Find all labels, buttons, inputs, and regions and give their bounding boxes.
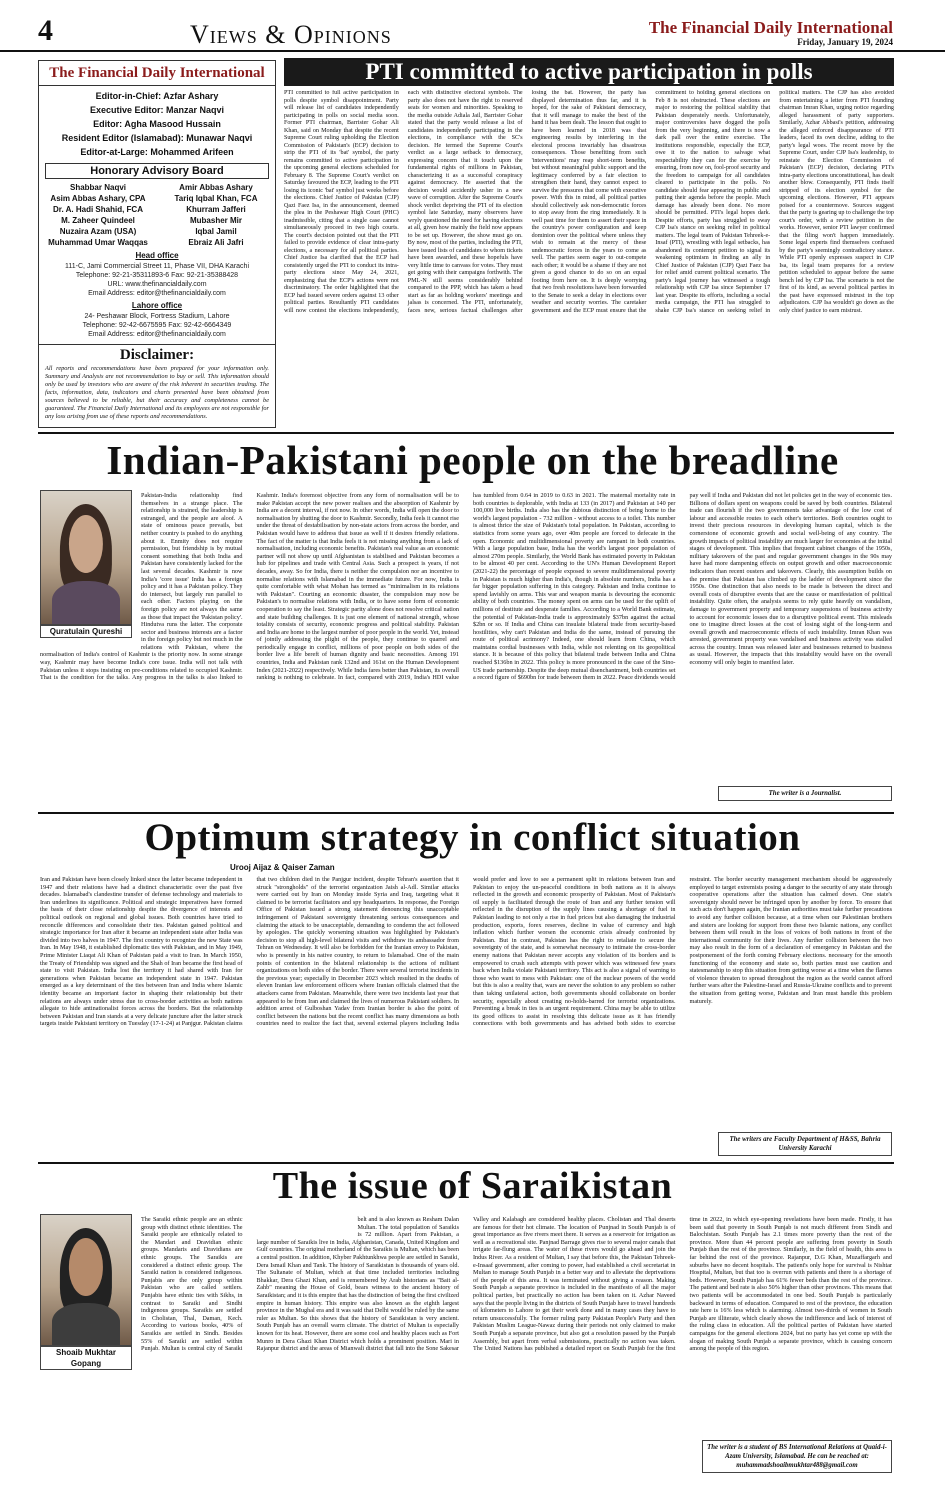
staff-box-title: The Financial Daily International — [39, 61, 275, 86]
head-office-address — [39, 262, 275, 298]
address-line: Email Address: editor@thefinancialdaily.com — [88, 331, 226, 338]
staff-box — [38, 60, 276, 428]
divider — [38, 812, 894, 814]
advisor-name: Iqbal Jamil — [195, 227, 237, 236]
author-caption: Quratulain Qureshi — [40, 625, 132, 638]
advisor-name: Shabbar Naqvi — [69, 183, 126, 192]
address-line: URL: www.thefinancialdaily.com — [107, 281, 207, 288]
address-line: Email Address: editor@thefinancialdaily.com — [88, 290, 226, 297]
article-byline: Urooj Aijaz & Qaiser Zaman — [230, 863, 335, 872]
address-line: 111-C, Jami Commercial Street 11, Phase VII, DHA Karachi — [64, 263, 249, 270]
address-line: 24- Peshawar Block, Fortress Stadium, Lahore — [84, 313, 230, 320]
staff-line: Resident Editor (Islamabad): Munawar Naqvi — [61, 133, 253, 143]
advisory-board-title: Honorary Advisory Board — [45, 163, 269, 179]
head-office-label: Head office — [135, 251, 179, 260]
staff-line: Editor-at-Large: Mohammed Arifeen — [80, 147, 234, 157]
article-headline: The issue of Saraikistan — [272, 1165, 673, 1207]
page-number: 4 — [38, 14, 53, 47]
editorial-headline: PTI committed to active participation in polls — [284, 58, 894, 86]
advisory-column-right — [157, 182, 275, 248]
advisor-name: Muhammad Umar Waqqas — [48, 238, 148, 247]
address-line: Telephone: 92-21-35311893-6 Fax: 92-21-35388428 — [75, 272, 239, 279]
lahore-office-address — [39, 312, 275, 339]
issue-date: Friday, January 19, 2024 — [797, 37, 893, 47]
article-text: Pakistan-India relationship find themselves in a strange place. The relationship is strained, the leadership is estranged, and the people are aloof. A state of ominous peace prevails, but neither country is pushed to do anything about it. Enmity does not require permission, but friendship is by mutual consent something that both India and Pakistan have consistently lacked for the last several decades. Kashmir is now India's 'core issue' India has a foreign policy and it has a Pakistan policy. They do intersect, but largely run parallel to each other. Factors playing on the foreign policy are not always the same as those that impact the 'Pakistan policy'. Hindutva runs the latter. The corporate sector and business interests are a factor in the foreign policy but not much in the relations with Pakistan, where the normalisation of India's control of Kashmir is the priority now. In some strange way, Kashmir may have become India's core issue. India will not talk with Pakistan unless it stops insisting on pre-conditions related to occupied Kashmir. That is the condition for the talks. Any progress in the talks is also linked to Kashmir. India's foremost objective from any form of normalisation will be to make Pakistan accept the new power realises and the absorption of Kashmir by India are a decent interval, if not now. In other words, India will open the door to normalisation by shutting the door to Kashmir. Secondly, India feels it cannot rise under the threat of destabilisation by non-state actors from across the border, and Pakistan would have to address that issue as well if it desires friendly relations. The fact of the matter is that India feels it is not missing anything from a lack of normalisation, including economic benefits. Pakistan's real value as an economic partner will not show up until Afghanistan is stabilised and Pakistan becomes a hub for pipelines and trade with Central Asia. Such a prospect is years, if not decades, away. So for India, there is neither the compulsion nor an incentive to normalise relations with Islamabad in the immediate future. For now, India is quite comfortable with what Mohan has termed as "minimalism in its relations with Pakistan". Courting an economic disaster, the compulsion may now be Pakistan's to normalise relations with India, or to have some form of economic cooperation to say the least. Strategic parity alone does not resolve critical nation and state building challenges. It is just one element of national strength, whose totality consists of security, economic progress and political stability. Pakistan and India are home to the largest number of poor people in the world. Yet, instead of jointly addressing the plight of the people, they continue to quarrel and periodically engage in conflict, millions of poor people on both sides of the border live a life bereft of human dignity and basic necessities. Among 191 countries, India and Pakistan rank 132nd and 161st on the Human Development Index (2021-2022) respectively. While India fares better than Pakistan, its overall ranking is nothing to celebrate. In fact, compared with 2019, India's HDI value has tumbled from 0.64 in 2019 to 0.63 in 2021. The maternal mortality rate in both countries is deplorable, with India at 133 (in 2017) and Pakistan at 140 per 100,000 live births. India also has the dubious distinction of being home to the world's largest population - 732 million - without access to a toilet. This number is almost thrice the size of Pakistan's total population. In Pakistan, according to statistics from some years ago, over 40m people are forced to defecate in the open. Economic and multidimensional poverty are rampant in both countries. With a large population base, India has the world's largest poor population of almost 270m people. Similarly, the World Bank has estimated poverty in Pakistan to be almost 40 per cent. According to the UN's Human Development Report (2021-22) the percentage of people exposed to severe multidimensional poverty in Pakistan is much higher than India's, though in absolute numbers, India has a far bigger population suffering in this category. Pakistan and India continue to spend lavishly on arms. This war and weapon mania is devouring the economic ability of both countries. The money spent on arms can be used for the uplift of millions of destitute and desperate families. According to a World Bank estimate, the potential of Pakistan-India trade is approximately $37bn against the actual $2bn or so. If India and China can insulate bilateral trade from security-based hostilities, why can't Pakistan and India do the same, instead of pursuing the route of political acrimony? Indeed, one should learn from China, which maintains cordial businesses with India, while not relenting on its geopolitical stance. It is because of this policy that bilateral trade between India and China reached $136bn in 2022. This policy is more pronounced in the case of the Sino-US trade partnership. Despite the deep mutual disenchantment, both countries set a record figure of $690bn for trade between them in 2022. Peace dividends would pay well if India and Pakistan did not let policies get in the way of economic ties. Billions of dollars spent on weapons could be saved by both countries. Bilateral trade can flourish if the two governments take advantage of the low cost of labour and accessible routes to each other's territories. Both countries ought to invest their precious resources in developing human capital, which is the cornerstone of economic growth and social well-being of any country. The growth impacts of political instability are much larger for economies at the initial stages of development. This implies that frequent cabinet changes of the 1950s, military takeovers of the past and regular government changes in the 90s may have had more dampening effects on output growth and other macroeconomic indicators than recent ousters and takeovers. Clearly, this assumption builds on the premise that Pakistan has climbed up the ladder of development since the 1950s. One distinction that also needs to be made is between the direct and overall costs of disruptive events that are the cause or manifestation of political instability. Quite often, the analysis seems to rely quite heavily on vandalism, damage to government property and temporary suspensions of business activity to account for economic losses due to a disruptive political event. This misleads one to imagine direct losses at the cost of losing sight of the long-term and overall growth and macroeconomic effects of such instability. Imran Khan was arrested, government property was vandalised and business activity was stalled across the country. Imran was released later and businesses returned to business as usual. However, the impacts that this instability would have on the overall economy will only begin to manifest later. — [40, 492, 892, 682]
article-body — [40, 1216, 892, 1478]
advisor-name: Asim Abbas Ashary, CPA — [50, 194, 146, 203]
author-note: The writer is a student of BS International Relations at Quaid-i-Azam University, Islamabad. He can be reached at: muhammadshoaibmukhtar488@gmail.com — [702, 1440, 892, 1473]
lahore-office-label: Lahore office — [131, 301, 183, 310]
article-headline: Indian-Pakistani people on the breadline — [106, 437, 839, 483]
article-text: The Saraiki ethnic people are an ethnic group with distinct ethnic identities. The Saraiki people are ethnically related to the Mandari and Dravidian ethnic groups. Mandaris and Dravidians are ethnic groups. The Saraikis are considered a distinct ethnic group. The Saraiki nation is considered indigenous. Punjabis are the only group within Pakistan who are called settlers. Punjabis have ethnic ties with Sikhs, in contrast to Saraiki and Sindhi indigenous groups. Saraikis are settled in Cholistan, Thal, Daman, Kech. According to various books, 40% of Saraikis are settled in Sindh. Besides 55% of Saraiki are settled within Punjab. Multan is central city of Saraiki belt and is also known as Resham Dalan Multan. The total population of Saraikis is 72 million. Apart from Pakistan, a large number of Saraikis live in India, Afghanistan, Canada, United Kingdom and Gulf countries. The original motherland of the Saraikis is Multan, which has been a central position. In addition, Khyber Pakhtunkhwa people are settled in Saraiki, Dera Ismail Khan and Tank. The history of Saraikistan is thousands of years old. The Sultanate of Multan, which at that time included territories including Bhakkar, Dera Ghazi Khan, and is remembered by Arab historians as "Bait al-Zahb" meaning the House of Gold, bears witness to the ancient history of Saraikistan; and it is this empire that has the distinction of being the first civilized empire in human history. This empire was also known as the eighth largest province in the Mughal era and it was said that Delhi would be ruled by the same ruler as Multan. So this shows that the history of Saraikistan is very ancient. South Punjab has an overall warm climate. The district of Multan is especially known for its heat. However, there are some cool and healthy places such as Fort Munro in Dera Ghazi Khan District which holds a prominent position. Mari in Rajanpur district and the areas of Mianwali district that fall into the Sone Sakesar Valley and Kalabagh are considered healthy places. Cholistan and Thal deserts are famous for their hot climate. The location of Punjnad in South Punjab is of great importance as five rivers meet there. It serves as a reservoir for irrigation as well as a recreational site. Panjnad Barrage gives rise to several major canals that irrigate far-flung areas. The water of these rivers would go ahead and join the Indus River. As a resident of Multan, I say that before this, the Pakistan Tehreek-e-Insaaf government, after coming to power, had established a civil secretariat in Multan to manage South Punjab in a better way and to alleviate the deprivations of the people of this area. It was terminated without giving a reason. Making South Punjab a separate province is included in the manifesto of all the major political parties, but practically no action has been taken on it. Azhar Naveed says that the people living in the districts of South Punjab have to travel hundreds of kilometers to Lahore to get their work done and in many cases they have to return unsuccessfully. The former ruling party Pakistan People's Party and then Pakistan Muslim League-Nawaz during their periods not only claimed to make South Punjab a separate province, but also got a resolution passed by the Punjab Assembly, but apart from verbal submissions, practically no action was taken. The United Nations has published a detailed report on South Punjab for the first time in 2022, in which eye-opening revelations have been made. Firstly, it has been said that poverty in South Punjab is not much different from Sindh and Balochistan. South Punjab has 2.1 times more poverty than the rest of the province. More than 44 percent people are suffering from poverty in South Punjab than the rest of the province. Similarly, in the field of health, this area is far behind the rest of the province. Rajanpur, D.G Khan, Muzaffargarh and suburbs have no decent hospitals. The patient's only hope for survival is Nishtar Hospital, Multan, but that too is overrun with patients and there is a shortage of beds. However, South Punjab has 61% fewer beds than the rest of the province. The patient and bed rate is also 50% higher than other provinces. This means that two patients will be accommodated in one bed. South Punjab is particularly backward in terms of education. Compared to rest of the province, the education rate here is 16% less which is alarming. Almost two-thirds of women in South Punjab are illiterate, which clearly shows the indifference and lack of interest of the ruling class in education. All the political parties of Pakistan have started campaigns for the general elections 2024, but no party has yet come up with the slogan of making South Punjab a separate province, which is causing concern among the people of this region. — [141, 1216, 892, 1353]
advisor-name: M. Zaheer Quindeel — [61, 216, 135, 225]
page-header — [0, 0, 945, 52]
staff-line: Executive Editor: Manzar Naqvi — [89, 105, 225, 115]
advisor-name: Ebraiz Ali Jafri — [188, 238, 244, 247]
staff-line: Editor: Agha Masood Hussain — [93, 119, 221, 129]
article-body: Iran and Pakistan have been closely linked since the latter became independent in 1947 and their relations have had a distinct characteristic over the past five decades. Islamabad's clandestine transfer of defense technology and materials to Iran underlines its significance. Political and strategic imperatives have formed the basis of their close relationship despite the divergence of interests and political outlook on regional and global issues. Both countries have tried to reconcile differences and consolidate their ties. Pakistan gained political and strategic importance for Iran after it became an independent state after India was divided into two halves in 1947. The first country to recognize the new State was Iran. In May 1948, it established diplomatic ties with Pakistan, and in May 1949, Prime Minister Liaqat Ali Khan of Pakistan paid a visit to Iran. In March 1950, the Treaty of Friendship was signed and the Shah of Iran became the first head of state to visit Pakistan. India lost the territory it had shared with Iran for generations when Pakistan became an independent state in 1947. Pakistan emerged as a key determinant of the ties between Iran and India where Islamic identity became an important factor in shaping their relationship but their relations are always under stress due to cross-border activities as both nations allegate to hide antinationalist forces across the borders. But the relationship between Pakistan and Iran stands at a very delicate juncture after the latter struck targets inside Pakistani territory on Tuesday (17-1-24) at Panjgur. Pakistan claims that two children died in the Panjgur incident, despite Tehran's assertion that it struck "strongholds" of the terrorist organization Jaish al-Adl. Similar attacks were carried out by Iran on Monday inside Syria and Iraq, targeting what it claimed to be terrorist facilitators and spy headquarters. In response, the Foreign Office of Pakistan issued a strong statement denouncing this unacceptable infringement of Pakistani sovereignty threatening serious consequences and claiming the attack to be unacceptable, demanding to condemn the act followed by apologies. The quickly worsening situation was highlighted by Pakistan's decision to stop all high-level bilateral visits and withdraw its ambassador from Tehran on Wednesday. It will also be forbidden for the Iranian envoy to Pakistan, who is presently in his native country, to return to Islamabad. One of the main points of contention in the bilateral relationship is the actions of militant organizations on both sides of the border. There were several terrorist incidents in the previous year; especially in December 2023 which resulted in the deaths of eleven Iranian law enforcement officers where Iranian officials claimed that the attackers came from Pakistan. Meanwhile, there were two incidents last year that appeared to be from Iran and claimed the lives of numerous Pakistani soldiers. In addition arrest of Gulboshan Yadav from Iranian border is also the point of conflict between the nations but the recent conflict has many dimensions as both countries need to realize the fact that, several external players including India would prefer and love to see a permanent split in relations between Iran and Pakistan to enjoy the un-peaceful conditions in both nations as it is always reflected in the growth and economic prosperity of Pakistan. Most of Pakistan's oil supply is facilitated through the route of Iran and any further tension will reflected in the disruption of the supply lines causing a shortage of fuel in Pakistan leading to not only a rise in fuel prices but also damaging the industrial production, exports, forex reserves, decline in value of currency and high inflation which further worsen the economic crisis already confronted by Pakistan. But in contrast, Pakistan has the right to retaliate to secure the sovereignty of the state, and is somewhat necessary to intimate the cross-border enemy nations that Pakistan never accepts any violation of its borders and is empowered to crush such attempts with power which was witnessed few years back when India violate Pakistani territory. This act is also a signal of warning to those who want to mess with Pakistan: one of the nuclear powers of the world but this is also a reality that, wars are never the solution to any problem so rather than taking unilateral action, both governments should collaborate on border security, especially about creating no-holds-barred for terrorist organizations. Preventing a break in ties is an urgent requirement. China may be able to utilize its good offices to assist in resolving this delicate issue as it has friendly connections with both governments and has advised both sides to exercise restraint. The border security management mechanism should be aggressively employed to target extremists posing a danger to the security of any state through cooperative operations after the situation has calmed down. One state's sovereignty should never be infringed upon by another by force. To ensure that such acts don't happen again, the Iranian authorities must take further precautions to avoid any further collision because, at a time when our Palestinian brothers and sisters are looking for support from these two Islamic nations, any conflict between them will result in the loss of voices of both nations in front of the international community for their lives. Any further collision between the two may also result in the form of a declaration of emergency in Pakistan and the postponement of the forth coming February elections. necessary for the smooth functioning of the economy and state so, both parties must use caution and statesmanship to stop this situation from getting worse at a time when the flames of violence threaten to spread throughout the region as the world cannot afford further wars after the Palestine-Israel and Russia-Ukraine conflicts and to prevent the situation from getting worse, Pakistan and Iran must handle this problem maturely. — [40, 876, 892, 1028]
article-headline: Optimum strategy in conflict situation — [144, 816, 801, 859]
author-note: The writer is a Journalist. — [718, 786, 892, 801]
advisor-name: Amir Abbas Ashary — [179, 183, 253, 192]
staff-line: Editor-in-Chief: Azfar Ashary — [95, 91, 219, 101]
advisor-name: Dr. A. Hadi Shahid, FCA — [53, 205, 143, 214]
advisory-board — [39, 182, 275, 248]
divider — [38, 432, 894, 434]
editorial-body: PTI committed to full active participation in polls despite symbol disappointment. Party will release list of candidates independently participating in polls on social media soon. Former PTI chairman, Barrister Gohar Ali Khan, said on Monday that despite the recent Supreme Court ruling upholding the Election Commission of Pakistan's (ECP) decision to strip the PTI of its 'bat' symbol, the party remains committed to active participation in the upcoming general elections scheduled for February 8. The Supreme Court's verdict on Saturday favoured the ECP, leading to the PTI losing its iconic 'bat' symbol just weeks before the elections. Chief Justice of Pakistan (CJP) Qazi Faez Isa, in the announcement, deemed the plea in the Peshawar High Court (PHC) inadmissible, citing that a single case cannot simultaneously proceed in two high courts. The court's decision pointed out that the PTI failed to provide evidence of clear intra-party elections, a necessary for all political parties. Chief Justice Isa clarified that the ECP had consistently urged the PTI to conduct its intra-party elections since May 24, 2021, emphasizing that the ECP's actions were not discriminatory. The order highlighted that the ECP had issued severe orders against 13 other political parties. Resultantly PTI candidates will now contest the elections independently, each with distinctive electoral symbols. The party also does not have the right to reserved seats for women and minorities. Speaking to the media outside Adiala Jail, Barrister Gohar stated that the party would release a list of candidates independently participating in the elections, in compliance with the SC's decision. He termed the Supreme Court's verdict as a large setback to democracy, expressing concern that it touch upon the fundamental rights of millions in Pakistan, characterizing it as a successful conspiracy against democracy. He asserted that the decision would accidently usher in a new wave of corruption. After the Supreme Court's shock verdict depriving the PTI of its election symbol late Saturday, many observers have wryly questioned the need for having elections at all, given how mainly the field now appears to be set up. However, the show must go on. By now, most of the parties, including the PTI, have issued lists of candidates to whom tickets have been awarded, and these hopefuls have very little time to canvass for votes. They must get going with their campaigns forthwith. The PML-N still seems considerably behind compared to the PPP, which has taken a head start as far as holding workers' meetings and jalsas is concerned. The PTI, unfortunately, faces new, serious factual challenges after losing the bat. However, the party has displayed determination thus far, and it is hoped, for the sake of Pakistani democracy, that it will manage to make the best of the hand it has been dealt. The lesson that ought to have been learned in 2018 was that engineering results by interfering in the electoral process invariably has disastrous consequences. Those benefiting from such 'interventions' may reap short-term benefits, but without meaningful public support and the legitimacy conferred by a fair election to strengthen their hand, they cannot expect to survive the pressures that come with executive power. With this in mind, all political parties should collectively ask non-democratic forces to stop away from the ring immediately. It is well past time for them to assert their space in the country's power configuration and keep dominion over the political where unless they wish to remain at the mercy of these undemocratic forces in the years to come as well. The parties seem eager to out-compete each other; it would be a shame if they are not given a good chance to do so on an equal footing from here on. It is deeply worrying that two fresh resolutions have been forwarded to the Senate to seek a delay in elections over weather and security worries. The caretaker government and the ECP must ensure that the commitment to holding general elections on Feb 8 is not obstructed. These elections are major to restoring the political stability that Pakistan desperately needs. Unfortunately, major controversies have dogged the polls from the very beginning, and there is now a dark pall over the entire exercise. The institutions responsible, especially the ECP, owe it to the nation to salvage what respectability they can for the exercise by ensuring, from now on, fool-proof security and the freedom to campaign for all candidates cleared to participate in the polls. No candidate should fear appearing in public and putting their agenda before the people. Much damage has already been done. No more should be permitted. PTI's legal hopes dark. Despite efforts, party has struggled to sway CJP Isa's stance on seeking relief in political matters. The legal team of Pakistan Tehreek-e-Insaf (PTI), wrestling with legal setbacks, has abandoned its contempt petition to signal its weakening optimism in finding an ally in Chief Justice of Pakistan (CJP) Qazi Faez Isa for relief amid current political scenario. The party's legal journey has witnessed a tough relationship with CJP Isa since September 17 last year. Despite its efforts, including a social media campaign, the PTI has struggled to shake CJP Isa's stance on seeking relief in political matters. The CJP has also avoided from entertaining a letter from PTI founding chairman Imran Khan, urging notice regarding alleged harassment of party supporters. Similarly, Azhar Abbasi's petition, addressing the alleged enforced disappearance of PTI leaders, faced its own decline, adding to the party's legal woes. The recent move by the Supreme Court, under CJP Isa's leadership, to reinstate the Election Commission of Pakistan's (ECP) decision, declaring PTI's intra-party elections unconstitutional, has dealt another blow. Consequently, PTI finds itself stripped of its election symbol for the upcoming elections. However, PTI appears poised for a countermove. Sources suggest that the party is gearing up to challenge the top court's order, with a review petition in the works. However, senior PTI lawyer confirmed that the filing won't happen immediately. Some legal experts find themselves confused by the party's seemingly contradictory stance. While PTI openly expresses suspect in CJP Isa, its legal team prepares for a review petition scheduled to appear before the same bench led by CJP Isa. The scenario is not the first of its kind, as several political parties in the past have expressed mistrust in the top adjudicators. CJP Isa wouldn't go down as the only chief justice to earn mistrust. — [284, 90, 894, 314]
author-caption: Shoaib Mukhtar Gopang — [40, 1346, 132, 1370]
advisor-name: Nuzaira Azam (USA) — [59, 227, 137, 236]
section-title: Views & Opinions — [190, 20, 392, 49]
address-line: Telephone: 92-42-6675595 Fax: 92-42-6664349 — [82, 322, 232, 329]
advisor-name: Mubasher Mir — [189, 216, 242, 225]
paper-name: The Financial Daily International — [648, 18, 893, 37]
article-body — [40, 492, 892, 812]
disclaimer-title: Disclaimer: — [39, 344, 275, 364]
photo-spacer — [40, 492, 136, 644]
disclaimer-text: All reports and recommendations have been prepared for your information only. Summary and Analysis are not recommendation to buy or sell. This information should only be used by investors who are aware of the risk inherent in securities trading. The facts, information, data, indicators and charts presented have been obtained from sources believed to be reliable, but their accuracy and completeness cannot be guaranteed. The Financial Daily International and its employees are not responsible for any loss arising from use of these reports and recommendations. — [45, 365, 269, 420]
advisor-name: Tariq Iqbal Khan, FCA — [174, 194, 258, 203]
advisory-column-left — [39, 182, 157, 248]
staff-list — [39, 86, 275, 159]
advisor-name: Khurram Jafferi — [186, 205, 246, 214]
author-note: The writers are Faculty Department of H&SS, Bahria University Karachi — [718, 1132, 892, 1156]
